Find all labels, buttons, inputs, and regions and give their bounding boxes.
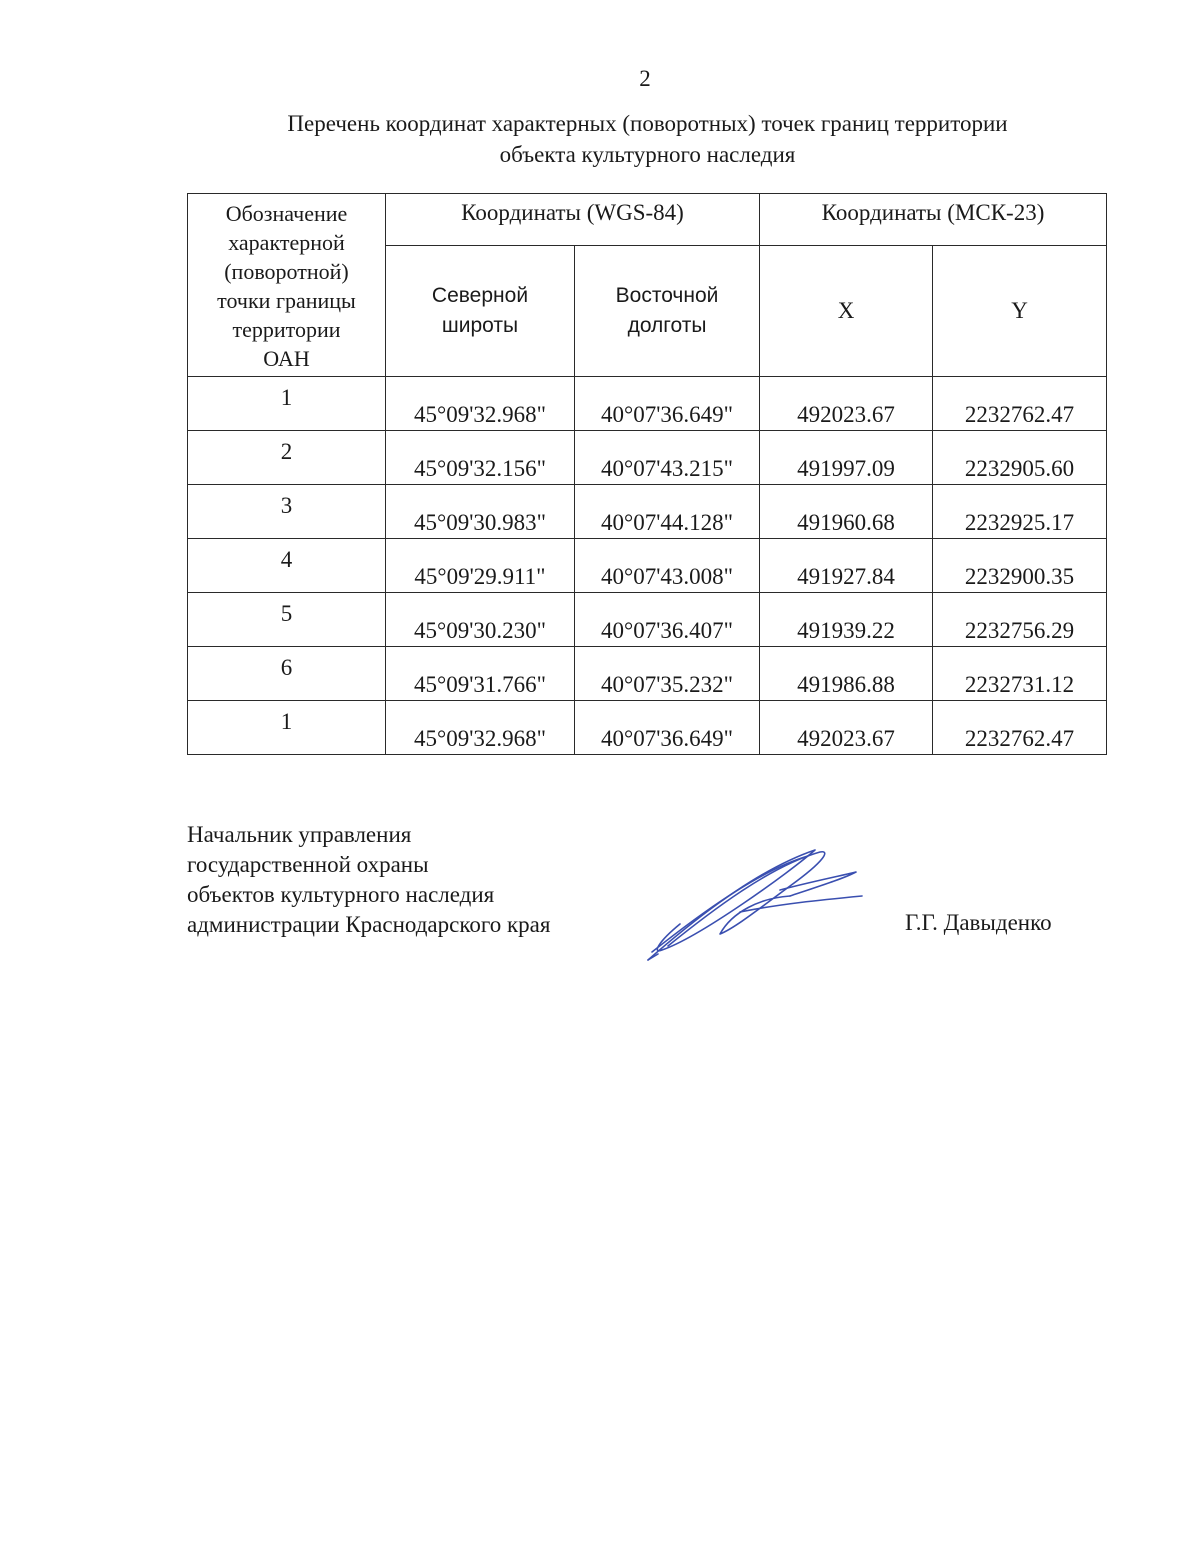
cell-point: 2: [188, 431, 386, 485]
cell-longitude: 40°07'36.649": [575, 701, 760, 755]
table-body: [188, 377, 1107, 755]
table-row: [188, 701, 1107, 755]
cell-longitude: 40°07'43.008": [575, 539, 760, 593]
cell-x: 492023.67: [760, 701, 933, 755]
page-number: 2: [639, 66, 651, 91]
handwritten-signature: [640, 842, 870, 967]
table-row: [188, 647, 1107, 701]
cell-y: 2232762.47: [933, 377, 1107, 431]
position-line: Начальник управления: [187, 822, 412, 847]
cell-longitude: 40°07'44.128": [575, 485, 760, 539]
cell-x: 491986.88: [760, 647, 933, 701]
signer-position: [187, 820, 550, 940]
cell-point: 1: [188, 377, 386, 431]
cell-longitude: 40°07'43.215": [575, 431, 760, 485]
cell-y: 2232925.17: [933, 485, 1107, 539]
cell-y: 2232756.29: [933, 593, 1107, 647]
title-line-1: Перечень координат характерных (поворотных) точек границ территории: [287, 111, 1008, 136]
cell-latitude: 45°09'30.230": [386, 593, 575, 647]
header-msk23-group: Координаты (МСК-23): [760, 194, 1107, 246]
cell-point: 1: [188, 701, 386, 755]
cell-x: 492023.67: [760, 377, 933, 431]
header-longitude: Восточной долготы: [575, 246, 760, 377]
cell-longitude: 40°07'36.407": [575, 593, 760, 647]
cell-x: 491939.22: [760, 593, 933, 647]
table-row: [188, 377, 1107, 431]
table-row: [188, 431, 1107, 485]
position-line: администрации Краснодарского края: [187, 912, 551, 937]
header-y: Y: [933, 246, 1107, 377]
cell-y: 2232731.12: [933, 647, 1107, 701]
cell-latitude: 45°09'32.968": [386, 701, 575, 755]
table-row: [188, 539, 1107, 593]
title-line-2: объекта культурного наследия: [499, 142, 796, 167]
header-latitude: Северной широты: [386, 246, 575, 377]
table-row: [188, 485, 1107, 539]
cell-latitude: 45°09'32.968": [386, 377, 575, 431]
cell-y: 2232900.35: [933, 539, 1107, 593]
table-header: [188, 194, 1107, 377]
cell-point: 4: [188, 539, 386, 593]
cell-x: 491960.68: [760, 485, 933, 539]
document-title: [190, 108, 1105, 170]
cell-y: 2232762.47: [933, 701, 1107, 755]
cell-y: 2232905.60: [933, 431, 1107, 485]
cell-longitude: 40°07'36.649": [575, 377, 760, 431]
cell-point: 3: [188, 485, 386, 539]
cell-latitude: 45°09'29.911": [386, 539, 575, 593]
cell-longitude: 40°07'35.232": [575, 647, 760, 701]
cell-latitude: 45°09'32.156": [386, 431, 575, 485]
header-wgs84-group: Координаты (WGS-84): [386, 194, 760, 246]
header-x: X: [760, 246, 933, 377]
cell-point: 6: [188, 647, 386, 701]
cell-x: 491997.09: [760, 431, 933, 485]
coordinates-table: [187, 193, 1107, 755]
cell-latitude: 45°09'31.766": [386, 647, 575, 701]
table-row: [188, 593, 1107, 647]
position-line: объектов культурного наследия: [187, 882, 495, 907]
cell-point: 5: [188, 593, 386, 647]
cell-latitude: 45°09'30.983": [386, 485, 575, 539]
cell-x: 491927.84: [760, 539, 933, 593]
signer-name: Г.Г. Давыденко: [905, 910, 1052, 935]
header-point-designation: Обозначение характерной (поворотной) точки границы территории ОАН: [188, 194, 386, 377]
position-line: государственной охраны: [187, 852, 429, 877]
